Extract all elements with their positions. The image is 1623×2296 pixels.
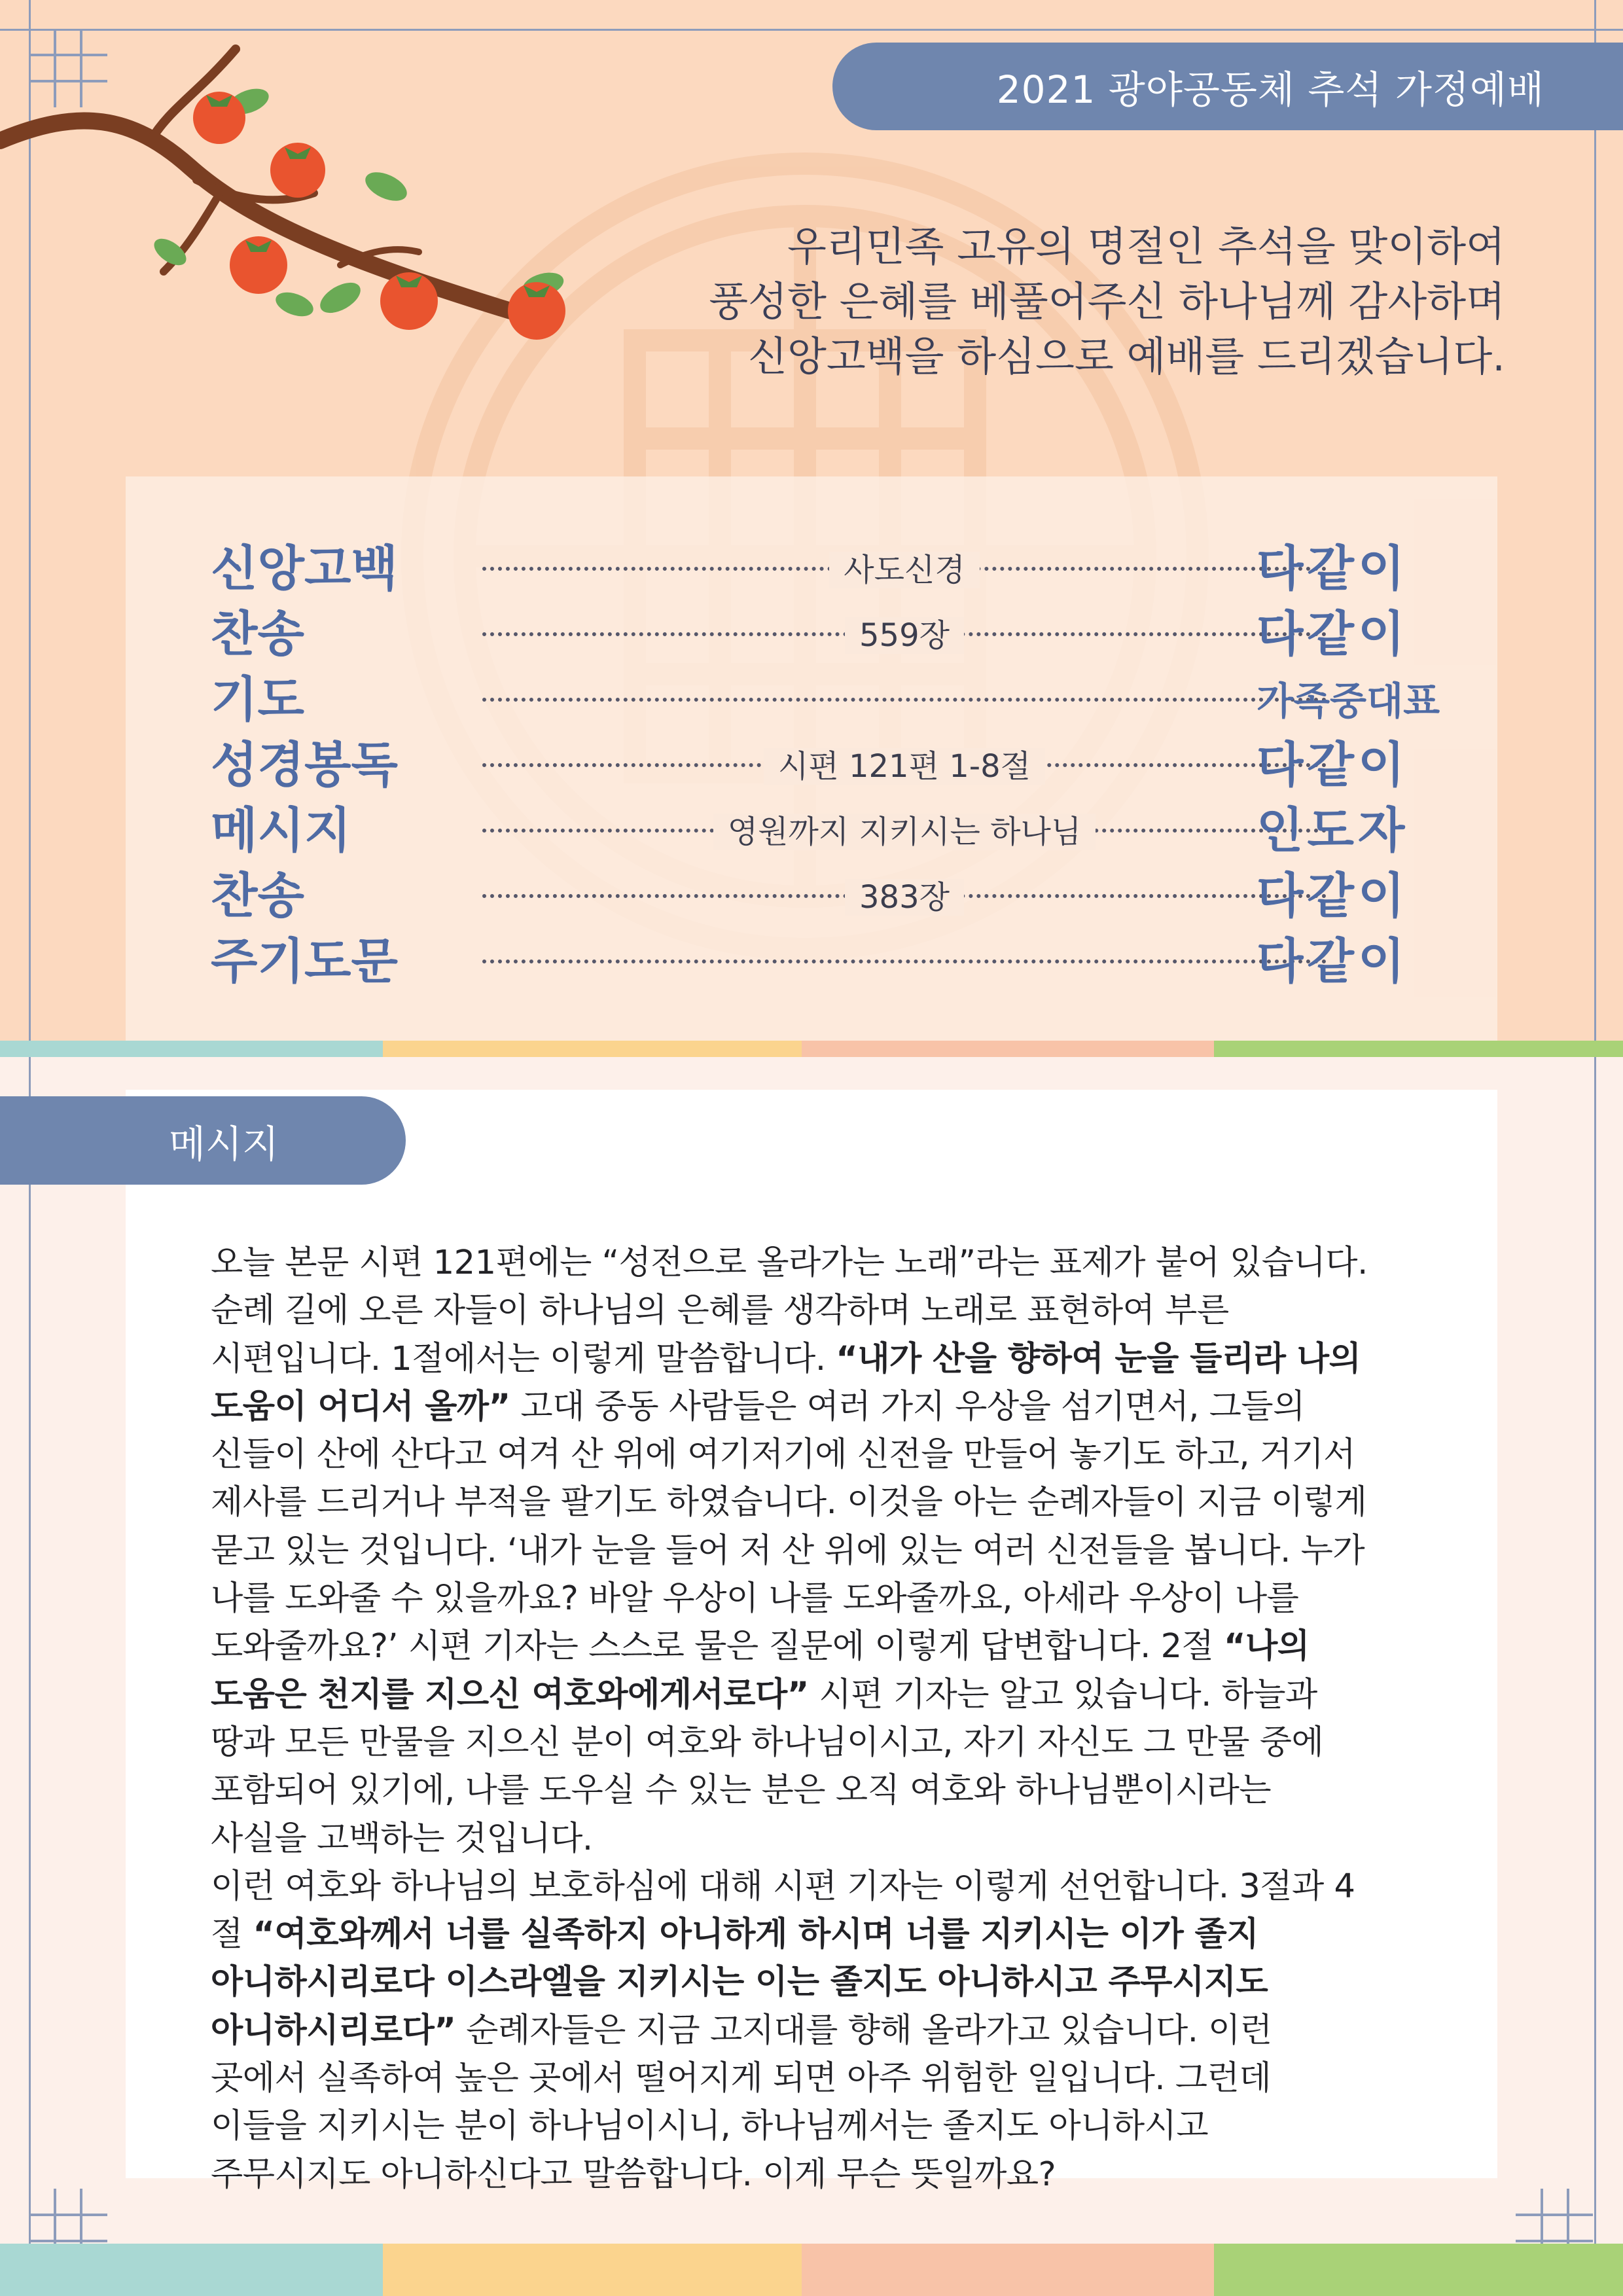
- message-line: [211, 1767, 1493, 1814]
- order-item: 주기도문: [211, 933, 398, 990]
- message-text: 땅과 모든 만물을 지으신 분이 여호와 하나님이시고, 자기 자신도 그 만물 중에: [211, 1723, 1324, 1762]
- order-item: 메시지: [211, 802, 351, 859]
- frame-line-right: [1594, 0, 1596, 2296]
- title-banner: [832, 43, 1623, 130]
- message-line: [211, 1431, 1493, 1479]
- message-text: 제사를 드리거나 부적을 팔기도 하였습니다. 이것을 아는 순례자들이 지금 이렇게: [211, 1483, 1367, 1522]
- message-line: [211, 1815, 1493, 1863]
- message-line: [211, 2102, 1493, 2150]
- message-heading: 메시지: [169, 1121, 279, 1166]
- order-item: 찬송: [211, 606, 304, 662]
- message-text: 시편입니다. 1절에서는 이렇게 말씀합니다.: [211, 1339, 836, 1378]
- order-who: 다같이: [1257, 606, 1409, 662]
- order-who: 다같이: [1257, 933, 1409, 990]
- order-desc: 383장: [482, 872, 1327, 917]
- message-line: [211, 1958, 1493, 2006]
- order-row: [126, 792, 1497, 857]
- message-text: 순례 길에 오른 자들이 하나님의 은혜를 생각하며 노래로 표현하여 부른: [211, 1291, 1229, 1331]
- order-who: 인도자: [1257, 802, 1409, 859]
- message-emphasis: 도움은 천지를 지으신 여호와에게서로다”: [211, 1675, 809, 1714]
- message-line: [211, 1623, 1493, 1670]
- message-text: 이런 여호와 하나님의 보호하심에 대해 시편 기자는 이렇게 선언합니다. 3절과 4: [211, 1867, 1355, 1906]
- message-line: [211, 1287, 1493, 1335]
- message-emphasis: “나의: [1224, 1627, 1310, 1666]
- message-text: 곳에서 실족하여 높은 곳에서 떨어지게 되면 아주 위험한 일입니다. 그런데: [211, 2059, 1272, 2098]
- message-text: 신들이 산에 산다고 여겨 산 위에 여기저기에 신전을 만들어 놓기도 하고, 거기서: [211, 1435, 1356, 1475]
- message-text: 오늘 본문 시편 121편에는 “성전으로 올라가는 노래”라는 표제가 붙어 있습니다.: [211, 1244, 1368, 1282]
- message-text: 사실을 고백하는 것입니다.: [211, 1819, 593, 1858]
- order-item: 신앙고백: [211, 541, 398, 597]
- message-emphasis: “내가 산을 향하여 눈을 들리라 나의: [836, 1339, 1361, 1378]
- divider-stripe: [0, 1041, 1623, 1057]
- persimmon-branch-illustration: [0, 36, 589, 350]
- message-text: 이들을 지키시는 분이 하나님이시니, 하나님께서는 졸지도 아니하시고: [211, 2107, 1209, 2146]
- order-who: 다같이: [1257, 868, 1409, 924]
- order-row: [126, 726, 1497, 792]
- message-line: [211, 1527, 1493, 1575]
- message-body: [211, 1239, 1493, 2198]
- message-text: 순례자들은 지금 고지대를 향해 올라가고 있습니다. 이런: [455, 2011, 1272, 2050]
- message-line: [211, 2007, 1493, 2054]
- message-text: 시편 기자는 알고 있습니다. 하늘과: [808, 1675, 1317, 1714]
- message-emphasis: “여호와께서 너를 실족하지 아니하게 하시며 너를 지키시는 이가 졸지: [253, 1915, 1258, 1954]
- order-item: 성경봉독: [211, 737, 398, 793]
- order-item: 기도: [211, 672, 304, 728]
- message-line: [211, 1671, 1493, 1719]
- message-line: [211, 1863, 1493, 1910]
- intro-paragraph: [589, 219, 1505, 384]
- message-line: [211, 1335, 1493, 1383]
- message-text: 묻고 있는 것입니다. ‘내가 눈을 들어 저 산 위에 있는 여러 신전들을 봅니다. 누가: [211, 1531, 1365, 1570]
- message-line: [211, 2151, 1493, 2198]
- message-text: 포함되어 있기에, 나를 도우실 수 있는 분은 오직 여호와 하나님뿐이시라는: [211, 1771, 1272, 1810]
- message-line: [211, 1479, 1493, 1526]
- order-who: 다같이: [1257, 541, 1409, 597]
- message-emphasis: 도움이 어디서 올까”: [211, 1387, 510, 1426]
- message-emphasis: 아니하시리로다”: [211, 2011, 456, 2050]
- intro-line: 풍성한 은혜를 베풀어주신 하나님께 감사하며: [709, 278, 1505, 325]
- order-desc: 559장: [482, 610, 1327, 655]
- message-text: 고대 중동 사람들은 여러 가지 우상을 섬기면서, 그들의: [510, 1387, 1305, 1426]
- order-desc: 영원까지 지키시는 하나님: [482, 806, 1327, 852]
- intro-line: 우리민족 고유의 명절인 추석을 맞이하여: [787, 223, 1505, 270]
- order-item: 찬송: [211, 868, 304, 924]
- dotted-leader: [482, 698, 1327, 702]
- order-row: [126, 530, 1497, 596]
- message-text: 절: [211, 1915, 253, 1954]
- page-title: 2021 광야공동체 추석 가정예배: [996, 67, 1544, 112]
- order-desc: 사도신경: [482, 545, 1327, 590]
- message-text: 나를 도와줄 수 있을까요? 바알 우상이 나를 도와줄까요, 아세라 우상이 나를: [211, 1579, 1299, 1619]
- message-line: [211, 1910, 1493, 1958]
- message-heading-tab: [0, 1096, 406, 1185]
- message-line: [211, 1239, 1493, 1287]
- message-line: [211, 2054, 1493, 2102]
- intro-line: 신앙고백을 하심으로 예배를 드리겠습니다.: [748, 332, 1505, 380]
- order-row: [126, 661, 1497, 726]
- message-text: 주무시지도 아니하신다고 말씀합니다. 이게 무슨 뜻일까요?: [211, 2155, 1056, 2194]
- message-emphasis: 아니하시리로다 이스라엘을 지키시는 이는 졸지도 아니하시고 주무시지도: [211, 1963, 1268, 2002]
- order-row: [126, 923, 1497, 988]
- order-row: [126, 857, 1497, 923]
- dotted-leader: [482, 960, 1327, 963]
- message-line: [211, 1575, 1493, 1623]
- order-who: 가족중대표: [1257, 679, 1440, 723]
- message-line: [211, 1719, 1493, 1767]
- frame-line-top: [0, 29, 1623, 31]
- message-line: [211, 1383, 1493, 1431]
- order-desc: 시편 121편 1-8절: [482, 741, 1327, 786]
- footer-stripe: [0, 2244, 1623, 2296]
- worship-order-list: [126, 476, 1497, 1041]
- message-text: 도와줄까요?’ 시편 기자는 스스로 물은 질문에 이렇게 답변합니다. 2절: [211, 1627, 1224, 1666]
- order-row: [126, 596, 1497, 661]
- order-who: 다같이: [1257, 737, 1409, 793]
